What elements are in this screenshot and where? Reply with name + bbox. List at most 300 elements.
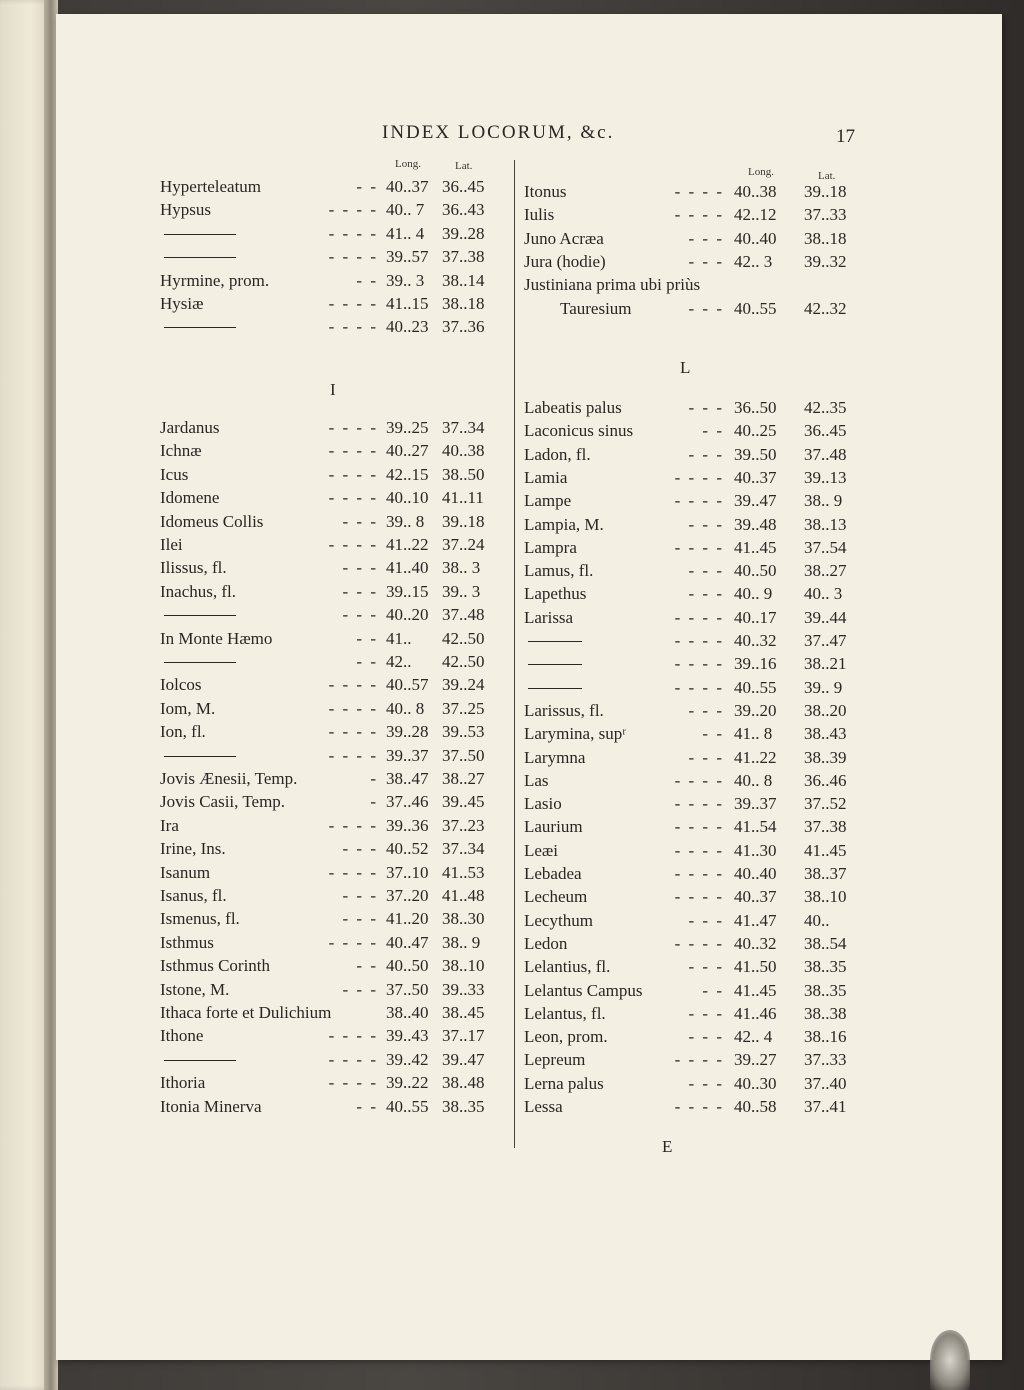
- place-name: Lampe: [524, 491, 572, 511]
- leader-dashes: - - -: [342, 581, 378, 601]
- index-entry: [160, 1071, 505, 1095]
- leader-dashes: - - -: [688, 298, 724, 318]
- index-entry: [160, 697, 505, 721]
- leader-dashes: - - -: [688, 1073, 724, 1093]
- leader-dashes: - - -: [342, 605, 378, 625]
- latitude-value: 41..48: [442, 886, 485, 905]
- latitude-value: 39.. 3: [442, 581, 481, 601]
- latitude-value: 38..27: [442, 769, 485, 788]
- leader-dashes: - -: [702, 724, 724, 744]
- longitude-value: 39.. 8: [386, 511, 425, 531]
- longitude-value: 39..37: [386, 745, 429, 765]
- latitude-value: 39..13: [804, 467, 847, 487]
- longitude-value: 42..15: [386, 464, 429, 484]
- longitude-value: 39..28: [386, 722, 429, 742]
- latitude-value: 38..13: [804, 514, 847, 534]
- latitude-value: 37..38: [442, 247, 485, 267]
- index-entry: [524, 227, 854, 251]
- latitude-value: 37..41: [804, 1097, 847, 1116]
- latitude-value: 38..48: [442, 1073, 485, 1093]
- longitude-value: 41..47: [734, 910, 777, 930]
- leader-dashes: - - - -: [674, 607, 724, 627]
- longitude-value: 40..55: [386, 1096, 429, 1116]
- longitude-value: 39..27: [734, 1050, 777, 1070]
- leader-dashes: - - -: [688, 910, 724, 930]
- latitude-value: 38.. 3: [442, 558, 481, 578]
- longitude-value: 40.. 7: [386, 200, 425, 220]
- index-entry: [524, 839, 854, 863]
- leader-dashes: - - -: [342, 886, 378, 905]
- leader-dashes: - - - -: [674, 817, 724, 837]
- leader-dashes: - - - -: [674, 205, 724, 225]
- place-name: Ithaca forte et Dulichium: [160, 1003, 332, 1022]
- leader-dashes: - - - -: [674, 864, 724, 883]
- place-name: Ladon, fl.: [524, 444, 591, 464]
- latitude-value: 37..17: [442, 1026, 485, 1046]
- latitude-value: 37..36: [442, 317, 485, 337]
- longitude-value: 40..37: [734, 887, 777, 907]
- ditto-rule: [164, 257, 236, 258]
- leader-dashes: - - -: [688, 561, 724, 581]
- longitude-value: 41..45: [734, 537, 777, 557]
- index-entry: [160, 603, 505, 627]
- index-entry: [160, 978, 505, 1002]
- leader-dashes: - - - -: [674, 933, 724, 953]
- latitude-value: 38.. 9: [442, 932, 481, 952]
- place-name: Istone, M.: [160, 979, 230, 999]
- index-entry: [524, 652, 854, 676]
- longitude-value: 40..50: [386, 956, 429, 976]
- leader-dashes: - - -: [688, 584, 724, 604]
- leader-dashes: - - -: [688, 398, 724, 417]
- section-letter-l: L: [680, 358, 691, 377]
- place-name: Lampra: [524, 537, 577, 557]
- index-entry: [160, 175, 505, 199]
- place-name: Lelantus Campus: [524, 980, 643, 1000]
- latitude-value: 36..45: [804, 421, 847, 441]
- index-entry: [524, 1025, 854, 1049]
- longitude-value: 40..55: [734, 677, 777, 697]
- longitude-value: 40..27: [386, 441, 429, 461]
- leader-dashes: - - - -: [328, 815, 378, 835]
- latitude-value: 38..10: [804, 887, 847, 907]
- place-name: Ledon: [524, 933, 568, 953]
- place-name: Lecheum: [524, 887, 588, 907]
- leader-dashes: - - -: [688, 700, 724, 720]
- latitude-value: 36..45: [442, 177, 485, 196]
- leader-dashes: - - - -: [328, 200, 378, 220]
- place-name: Larymina, supʳ: [524, 724, 626, 744]
- place-name: Larissus, fl.: [524, 700, 604, 720]
- place-name: Ichnæ: [160, 441, 202, 461]
- longitude-value: 42.. 3: [734, 251, 773, 271]
- longitude-value: 40..23: [386, 317, 429, 337]
- longitude-value: 37..50: [386, 979, 429, 999]
- right-lat-header: Lat.: [818, 170, 836, 182]
- place-name: Lessa: [524, 1097, 563, 1116]
- place-name: Lecythum: [524, 910, 593, 930]
- leader-dashes: - - - -: [674, 182, 724, 201]
- latitude-value: 39.. 9: [804, 677, 843, 697]
- leader-dashes: - - - -: [328, 698, 378, 718]
- latitude-value: 39..18: [442, 511, 485, 531]
- place-name: Itonus: [524, 182, 567, 201]
- place-name: Iolcos: [160, 675, 202, 695]
- leader-dashes: - - - -: [328, 1026, 378, 1046]
- latitude-value: 41..53: [442, 862, 485, 882]
- index-entry: [524, 1095, 854, 1119]
- latitude-value: 37..47: [804, 631, 847, 650]
- index-entry: [524, 489, 854, 513]
- latitude-value: 41..45: [804, 840, 847, 860]
- latitude-value: 37..25: [442, 698, 485, 718]
- left-lat-header: Lat.: [455, 160, 473, 172]
- place-name: Hyperteleatum: [160, 177, 262, 196]
- longitude-value: 40..20: [386, 605, 429, 625]
- longitude-value: 40..17: [734, 607, 777, 627]
- leader-dashes: - - - -: [328, 675, 378, 695]
- leader-dashes: - - -: [342, 558, 378, 578]
- longitude-value: 40..40: [734, 228, 777, 248]
- latitude-value: 38..18: [804, 228, 847, 248]
- latitude-value: 42..35: [804, 398, 847, 417]
- place-name: Ismenus, fl.: [160, 909, 240, 929]
- section-letter-i: I: [330, 380, 336, 399]
- place-name: Isanum: [160, 862, 211, 882]
- place-name: Idomeus Collis: [160, 511, 264, 531]
- index-entry: [524, 180, 854, 204]
- index-entry: [160, 720, 505, 744]
- leader-dashes: - -: [356, 270, 378, 290]
- index-entry: [524, 746, 854, 770]
- ditto-rule: [528, 641, 582, 642]
- longitude-value: 41..54: [734, 817, 777, 837]
- longitude-value: 40..30: [734, 1073, 777, 1093]
- left-long-header: Long.: [395, 158, 421, 170]
- leader-dashes: - -: [356, 1096, 378, 1116]
- latitude-value: 39..24: [442, 675, 485, 695]
- page-number: 17: [836, 126, 855, 147]
- latitude-value: 41..11: [442, 488, 484, 508]
- index-entry: [524, 815, 854, 839]
- longitude-value: 40.. 8: [734, 770, 773, 790]
- latitude-value: 39..44: [804, 607, 847, 627]
- longitude-value: 37..46: [386, 792, 429, 812]
- leader-dashes: - - - -: [674, 794, 724, 814]
- place-name: Laurium: [524, 817, 583, 837]
- longitude-value: 39..16: [734, 654, 777, 674]
- place-name: Laconicus sinus: [524, 421, 634, 441]
- leader-dashes: - - - -: [674, 537, 724, 557]
- index-entry: [524, 1002, 854, 1026]
- latitude-value: 38..37: [804, 864, 847, 883]
- index-entry: [524, 396, 854, 420]
- longitude-value: 39..25: [386, 418, 429, 437]
- latitude-value: 39..32: [804, 251, 847, 271]
- latitude-value: 39..45: [442, 792, 485, 812]
- place-name: Jura (hodie): [524, 251, 606, 271]
- latitude-value: 38..35: [804, 957, 847, 977]
- place-name: Iom, M.: [160, 698, 216, 718]
- index-entry: [160, 269, 505, 293]
- index-entry: [160, 1095, 505, 1119]
- longitude-value: 42..12: [734, 205, 777, 225]
- latitude-value: 37..34: [442, 418, 485, 437]
- longitude-value: 41..20: [386, 909, 429, 929]
- longitude-value: 41..: [386, 628, 412, 648]
- place-name: Isanus, fl.: [160, 886, 227, 905]
- leader-dashes: - - - -: [674, 840, 724, 860]
- latitude-value: 39..28: [442, 223, 485, 243]
- longitude-value: 41..46: [734, 1003, 777, 1023]
- index-entry: [524, 629, 854, 653]
- place-name: Ithone: [160, 1026, 204, 1046]
- latitude-value: 38..18: [442, 294, 485, 313]
- index-entry: [160, 931, 505, 955]
- latitude-value: 37..33: [804, 205, 847, 225]
- index-entry: [160, 767, 505, 791]
- longitude-value: 40..10: [386, 488, 429, 508]
- longitude-value: 41..22: [734, 747, 777, 767]
- longitude-value: 40..40: [734, 864, 777, 883]
- leader-dashes: - - - -: [328, 862, 378, 882]
- leader-dashes: - - - -: [328, 223, 378, 243]
- index-entry: [160, 245, 505, 269]
- index-entry: [160, 1024, 505, 1048]
- longitude-value: 40..38: [734, 182, 777, 201]
- latitude-value: 38..43: [804, 724, 847, 744]
- leader-dashes: - - - -: [328, 441, 378, 461]
- leader-dashes: - - -: [342, 511, 378, 531]
- leader-dashes: - - -: [342, 979, 378, 999]
- latitude-value: 36..46: [804, 770, 847, 790]
- leader-dashes: - -: [702, 980, 724, 1000]
- place-name: Juno Acræa: [524, 228, 604, 248]
- longitude-value: 39..15: [386, 581, 429, 601]
- longitude-value: 39..22: [386, 1073, 429, 1093]
- index-entry: [160, 486, 505, 510]
- index-entry: [160, 463, 505, 487]
- right-long-header: Long.: [748, 166, 774, 178]
- index-entry: [524, 513, 854, 537]
- leader-dashes: - - -: [688, 957, 724, 977]
- latitude-value: 38..10: [442, 956, 485, 976]
- longitude-value: 39..36: [386, 815, 429, 835]
- longitude-value: 37..20: [386, 886, 429, 905]
- latitude-value: 38..39: [804, 747, 847, 767]
- latitude-value: 38..35: [804, 980, 847, 1000]
- index-entry: [160, 837, 505, 861]
- index-entry: [524, 250, 854, 274]
- leader-dashes: - - - -: [674, 654, 724, 674]
- longitude-value: 40.. 9: [734, 584, 773, 604]
- leader-dashes: - - - -: [674, 631, 724, 650]
- index-entry: [524, 862, 854, 886]
- leader-dashes: - - - -: [328, 1049, 378, 1069]
- latitude-value: 37..40: [804, 1073, 847, 1093]
- latitude-value: 38..50: [442, 464, 485, 484]
- longitude-value: 41..45: [734, 980, 777, 1000]
- latitude-value: 37..34: [442, 839, 485, 859]
- index-entry: [160, 315, 505, 339]
- latitude-value: 37..48: [804, 444, 847, 464]
- place-name: Isthmus Corinth: [160, 956, 271, 976]
- leader-dashes: - - - -: [328, 247, 378, 267]
- leader-dashes: - - -: [688, 514, 724, 534]
- longitude-value: 39..37: [734, 794, 777, 814]
- index-entry: [524, 466, 854, 490]
- latitude-value: 40..: [804, 910, 830, 930]
- index-entry: [160, 650, 505, 674]
- longitude-value: 41..40: [386, 558, 429, 578]
- index-entry: [524, 1048, 854, 1072]
- place-name: Hyrmine, prom.: [160, 270, 270, 290]
- leader-dashes: - - -: [688, 1027, 724, 1047]
- page-title: INDEX LOCORUM, &c.: [382, 122, 615, 143]
- latitude-value: 37..24: [442, 535, 485, 554]
- latitude-value: 42..32: [804, 298, 847, 318]
- place-name: Lampia, M.: [524, 514, 604, 534]
- index-entry: [524, 582, 854, 606]
- leader-dashes: - - - -: [674, 467, 724, 487]
- index-entry: [160, 533, 505, 557]
- latitude-value: 40.. 3: [804, 584, 843, 604]
- place-name: Idomene: [160, 488, 220, 508]
- leader-dashes: -: [370, 792, 378, 812]
- longitude-value: 36..50: [734, 398, 777, 417]
- place-name: Hysiæ: [160, 294, 204, 313]
- column-divider: [514, 160, 515, 1148]
- latitude-value: 37..54: [804, 537, 847, 557]
- latitude-value: 39..53: [442, 722, 485, 742]
- index-entry: [524, 932, 854, 956]
- longitude-value: 37..10: [386, 862, 429, 882]
- place-name: Ilei: [160, 535, 183, 554]
- latitude-value: 37..33: [804, 1050, 847, 1070]
- index-entry: [524, 909, 854, 933]
- longitude-value: 40..47: [386, 932, 429, 952]
- index-entry: [524, 769, 854, 793]
- latitude-value: 38..38: [804, 1003, 847, 1023]
- index-entry: [524, 419, 854, 443]
- index-entry: [160, 744, 505, 768]
- longitude-value: 40..55: [734, 298, 777, 318]
- index-entry: [160, 814, 505, 838]
- leader-dashes: - - -: [342, 839, 378, 859]
- leader-dashes: - - - -: [328, 1073, 378, 1093]
- place-name: Las: [524, 770, 549, 790]
- index-entry: [160, 861, 505, 885]
- leader-dashes: - - - -: [328, 464, 378, 484]
- leader-dashes: - - -: [688, 444, 724, 464]
- place-name: Lamus, fl.: [524, 561, 594, 581]
- index-entry: [524, 676, 854, 700]
- place-name: Jovis Casii, Temp.: [160, 792, 286, 812]
- longitude-value: 41..15: [386, 294, 429, 313]
- longitude-value: 38..40: [386, 1003, 429, 1022]
- index-entry: [524, 699, 854, 723]
- index-entry: [524, 203, 854, 227]
- place-name: Jovis Ænesii, Temp.: [160, 769, 298, 788]
- latitude-value: 39..47: [442, 1049, 485, 1069]
- latitude-value: 38..54: [804, 933, 847, 953]
- latitude-value: 38..14: [442, 270, 485, 290]
- leader-dashes: - - - -: [674, 887, 724, 907]
- longitude-value: 38..47: [386, 769, 429, 788]
- latitude-value: 38..27: [804, 561, 847, 581]
- latitude-value: 38..20: [804, 700, 847, 720]
- leader-dashes: - - - -: [674, 491, 724, 511]
- leader-dashes: - - -: [688, 1003, 724, 1023]
- latitude-value: 38..30: [442, 909, 485, 929]
- place-name: Ion, fl.: [160, 722, 206, 742]
- longitude-value: 42.. 4: [734, 1027, 773, 1047]
- longitude-value: 41..22: [386, 535, 429, 554]
- ditto-rule: [164, 1060, 236, 1061]
- index-entry: [160, 907, 505, 931]
- longitude-value: 39..43: [386, 1026, 429, 1046]
- index-entry: [160, 1001, 505, 1025]
- ditto-rule: [528, 664, 582, 665]
- ditto-rule: [164, 234, 236, 235]
- longitude-value: 40..37: [386, 177, 429, 196]
- place-name: Lebadea: [524, 864, 582, 883]
- latitude-value: 38..21: [804, 654, 847, 674]
- index-entry: [160, 416, 505, 440]
- place-name: Jardanus: [160, 418, 220, 437]
- index-entry: [160, 198, 505, 222]
- longitude-value: 41..30: [734, 840, 777, 860]
- place-name: Larymna: [524, 747, 586, 767]
- leader-dashes: - -: [356, 956, 378, 976]
- longitude-value: 39..42: [386, 1049, 429, 1069]
- index-entry: [524, 606, 854, 630]
- index-entry: [160, 556, 505, 580]
- leader-dashes: - - - -: [328, 722, 378, 742]
- ditto-rule: [164, 327, 236, 328]
- leader-dashes: - - - -: [328, 418, 378, 437]
- longitude-value: 40..32: [734, 933, 777, 953]
- longitude-value: 39..57: [386, 247, 429, 267]
- index-entry: [160, 292, 505, 316]
- latitude-value: 37..50: [442, 745, 485, 765]
- longitude-value: 40..37: [734, 467, 777, 487]
- place-name: Leæi: [524, 840, 558, 860]
- longitude-value: 40..52: [386, 839, 429, 859]
- leader-dashes: - -: [356, 652, 378, 671]
- index-entry: [524, 297, 854, 321]
- place-name: Lelantus, fl.: [524, 1003, 606, 1023]
- place-name: Ithoria: [160, 1073, 206, 1093]
- longitude-value: 42..: [386, 652, 412, 671]
- index-entry: [160, 580, 505, 604]
- place-name: Ilissus, fl.: [160, 558, 227, 578]
- longitude-value: 39.. 3: [386, 270, 425, 290]
- place-name: Irine, Ins.: [160, 839, 226, 859]
- longitude-value: 39..48: [734, 514, 777, 534]
- index-entry: [160, 1048, 505, 1072]
- index-entry: [524, 443, 854, 467]
- latitude-value: 38..35: [442, 1096, 485, 1116]
- latitude-value: 37..23: [442, 815, 485, 835]
- longitude-value: 39..50: [734, 444, 777, 464]
- place-name: Isthmus: [160, 932, 214, 952]
- index-entry: [524, 885, 854, 909]
- place-name: In Monte Hæmo: [160, 628, 273, 648]
- leader-dashes: - - -: [688, 251, 724, 271]
- latitude-value: 38..16: [804, 1027, 847, 1047]
- place-name: Lamia: [524, 467, 568, 487]
